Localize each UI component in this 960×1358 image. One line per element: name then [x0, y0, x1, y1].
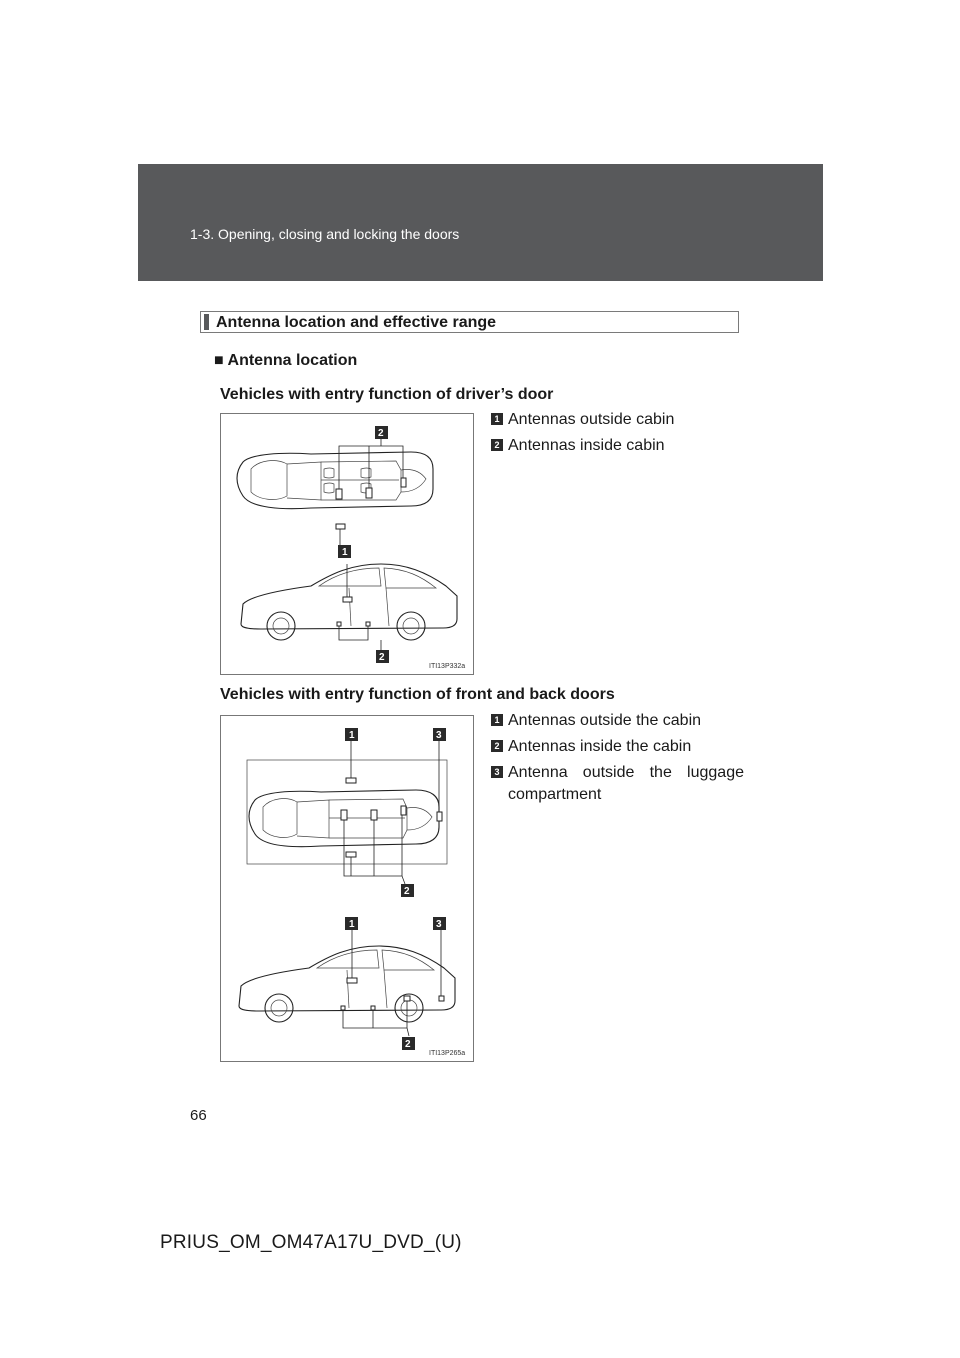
callout-badge: 1 — [491, 413, 503, 425]
car-top-view — [247, 760, 447, 864]
callout-label — [433, 728, 446, 741]
callout-badge: 2 — [491, 740, 503, 752]
callout-label — [338, 545, 351, 558]
figure-front-back-doors — [220, 715, 474, 1062]
svg-text:1: 1 — [349, 919, 355, 930]
callout-badge: 2 — [491, 439, 503, 451]
callout-label — [402, 1037, 415, 1050]
legend-text: Antennas inside the cabin — [508, 738, 692, 755]
svg-text:3: 3 — [436, 919, 442, 930]
callout-label — [345, 728, 358, 741]
callout-label — [401, 884, 414, 897]
svg-text:2: 2 — [404, 886, 410, 897]
callout-leaders — [343, 930, 441, 1036]
callout-badge: 3 — [491, 766, 503, 778]
topic-title: Antenna location and effective range — [216, 314, 497, 331]
title-marker — [204, 314, 209, 330]
page-number: 66 — [190, 1107, 207, 1124]
callout-badge: 1 — [491, 714, 503, 726]
figure-code: ITI13P332a — [429, 663, 466, 670]
car-side-view — [241, 564, 457, 640]
car-antenna-diagram-2 — [221, 716, 473, 1061]
callout-label — [375, 426, 388, 439]
svg-text:3: 3 — [436, 730, 442, 741]
svg-text:1: 1 — [349, 730, 355, 741]
legend-text: Antennas inside cabin — [508, 437, 665, 454]
callout-leaders — [339, 434, 403, 650]
legend-text: Antennas outside cabin — [508, 411, 675, 428]
variant2-heading: Vehicles with entry function of front and back doors — [220, 686, 615, 703]
legend-text: Antenna outside the luggage compartment — [508, 764, 744, 803]
car-top-view — [237, 452, 433, 529]
callout-leaders — [344, 740, 439, 884]
car-side-view — [239, 946, 455, 1022]
svg-text:2: 2 — [405, 1039, 411, 1050]
legend-text: Antennas outside the cabin — [508, 712, 702, 729]
header-band — [138, 164, 823, 281]
section-title: 1-3. Opening, closing and locking the doors — [190, 226, 460, 242]
svg-text:1: 1 — [342, 547, 348, 558]
subtitle: ■ Antenna location — [214, 352, 358, 369]
callout-label — [376, 650, 389, 663]
callout-label — [345, 917, 358, 930]
figure-driver-door — [220, 413, 474, 675]
car-antenna-diagram-1 — [221, 414, 473, 674]
figure-code: ITI13P265a — [429, 1050, 466, 1057]
callout-label — [433, 917, 446, 930]
svg-text:2: 2 — [378, 428, 384, 439]
svg-text:2: 2 — [379, 652, 385, 663]
variant1-heading: Vehicles with entry function of driver’s door — [220, 386, 554, 403]
document-id: PRIUS_OM_OM47A17U_DVD_(U) — [160, 1232, 462, 1253]
topic-title-box — [200, 311, 739, 333]
